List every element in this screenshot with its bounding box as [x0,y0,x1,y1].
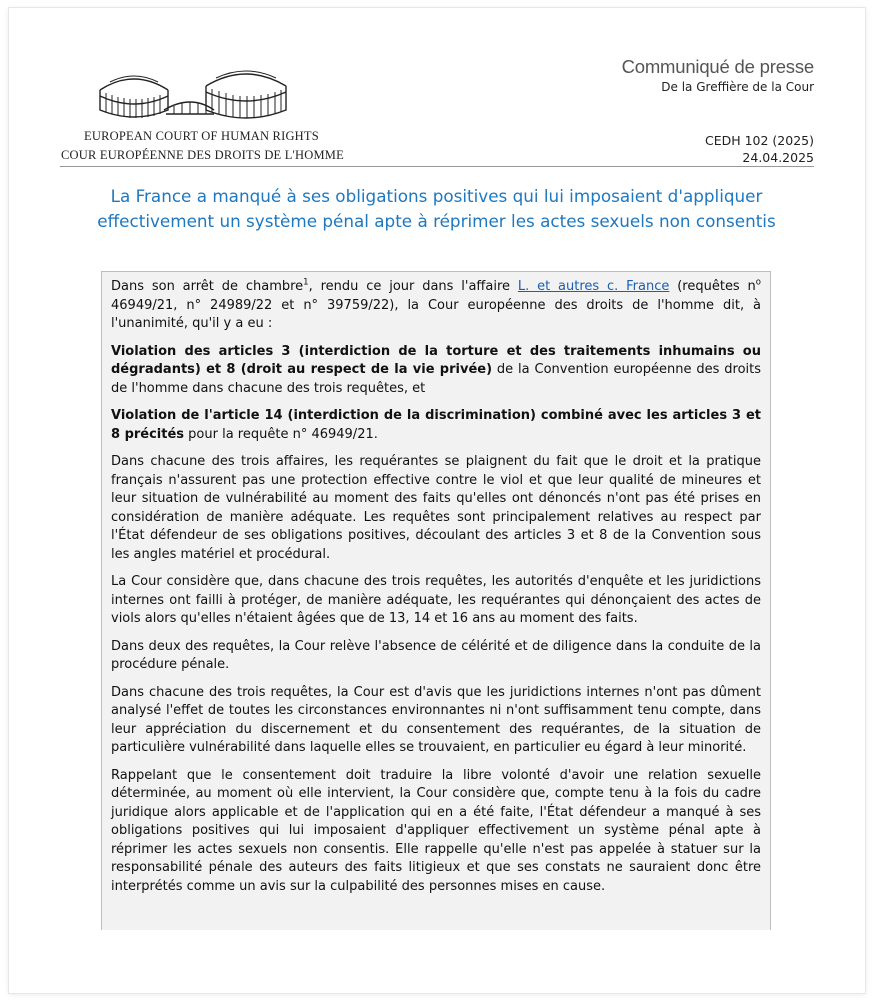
footnote-marker[interactable]: 1 [303,277,309,288]
headline: La France a manqué à ses obligations positives qui lui imposaient d'appliquer effectivement un système pénal apte à réprimer les actes sexuels non consentis [97,186,776,231]
court-name-fr: COUR EUROPÉENNE DES DROITS DE L'HOMME [61,148,344,162]
court-finding-paragraph: La Cour considère que, dans chacune des trois requêtes, les autorités d'enquête et les juridictions internes ont failli à protéger, de manière adéquate, les requérantes qui dénonçaient des actes de viols alors qu'elles n'étaient âgées que de 13, 14 et 16 ans au moment des faits. [111,574,761,626]
court-name-en: EUROPEAN COURT OF HUMAN RIGHTS [84,129,319,143]
intro-text-a: Dans son arrêt de [111,279,246,294]
violation-14-bold: Violation de l'article 14 (interdiction de la discrimination) combiné avec les articles 3 et 8 précités [111,408,761,442]
intro-text-e: 46949/21, n° 24989/22 et n° 39759/22), la Cour européenne des droits de l'homme dit, à l'unanimité, qu'il y a eu : [111,297,761,331]
violation-articles-3-8 [111,343,761,399]
chamber-word: chambre [245,279,304,294]
consent-paragraph: Rappelant que le consentement doit traduire la libre volonté d'avoir une relation sexuelle déterminée, au moment où elle intervient, la Cour considère que, compte tenu à la fois du cadre juridique alors applicable et de l'application qui en a été faite, l'État défendeur a manqué à ses obligations positives qui lui imposaient d'appliquer effectivement un système pénal apte à réprimer les actes sexuels non consentis. Elle rappelle qu'elle n'est pas appelée à statuer sur la responsabilité pénale des auteurs des faits litigieux et que ses constats ne sauraient donc être interprétés comme un avis sur la culpabilité des personnes mises en cause. [111,767,761,894]
violation-article-14 [111,407,761,444]
case-link[interactable]: L. et autres c. France [517,279,670,294]
reference-number: CEDH 102 (2025) [704,133,814,148]
violation-14-rest: pour la requête n° 46949/21. [184,426,378,442]
complaint-paragraph: Dans chacune des trois affaires, les requérantes se plaignent du fait que le droit et la pratique français n'assurent pas une protection effective contre le viol et que leur qualité de mineures et leur situation de vulnérabilité au moment des faits qu'elles ont dénoncés n'ont pas été prises en considération de manière adéquate. Les requêtes sont principalement relatives au respect par l'État défendeur de ses obligations positives, découlant des articles 3 et 8 de la Convention sous les angles matériel et procédural. [111,454,761,562]
summary-intro [111,278,761,334]
procedure-paragraph: Dans deux des requêtes, la Cour relève l'absence de célérité et de diligence dans la conduite de la procédure pénale. [111,638,761,672]
press-release-title: Communiqué de presse [621,56,814,77]
intro-text-c: , rendu ce jour dans l'affaire [308,279,518,294]
summary-box [101,271,771,930]
violation-3-8-bold: Violation des articles 3 (interdiction de la torture et des traitements inhumains ou dégradants) et 8 (droit au respect de la vie privée) [111,343,761,377]
number-sign-sup: o [755,277,761,288]
press-release-subtitle: De la Greffière de la Cour [661,80,814,94]
court-building-logo-icon [96,60,296,126]
violation-3-8-rest: de la Convention européenne des droits de l'homme dans chacune des trois requêtes, et [111,362,762,396]
intro-text-d: (requêtes n [669,279,756,294]
analysis-paragraph: Dans chacune des trois requêtes, la Cour est d'avis que les juridictions internes n'ont pas dûment analysé l'effet de toutes les circonstances environnantes ni n'ont suffisamment tenu compte, dans leur appréciation du discernement et du consentement des requérantes, de la situation de particulière vulnérabilité dans laquelle elles se trouvaient, en particulier eu égard à leur minorité. [111,684,761,755]
header-divider [60,166,814,167]
release-date: 24.04.2025 [742,150,814,165]
